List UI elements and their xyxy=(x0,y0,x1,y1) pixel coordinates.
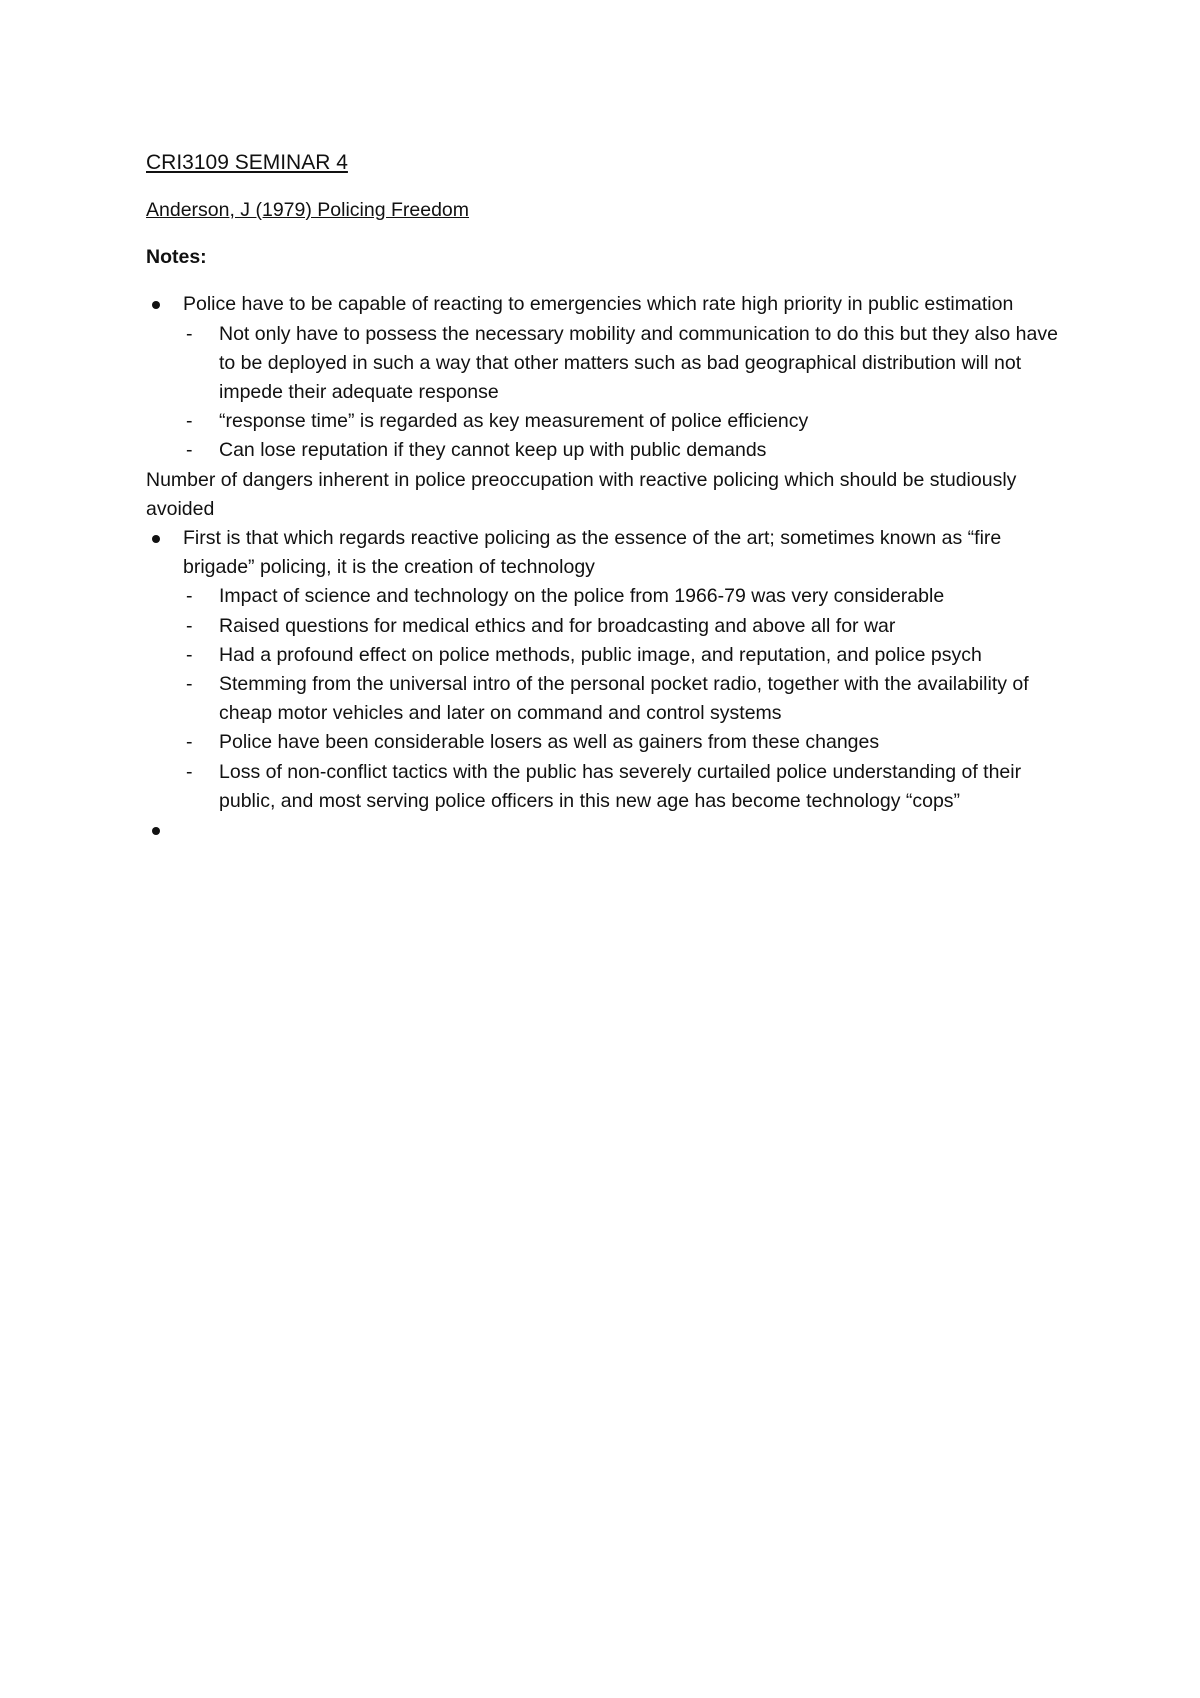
dash-marker: - xyxy=(186,643,193,666)
bullet-item xyxy=(146,524,1076,582)
bullet-dot-icon xyxy=(152,301,160,309)
dash-marker: - xyxy=(186,673,193,696)
sub-item-text: Can lose reputation if they cannot keep up with public demands xyxy=(219,439,767,462)
notes-label: Notes: xyxy=(146,246,207,269)
sub-item-text: Not only have to possess the necessary mobility and communication to do this but they also have to be deployed in such a way that other matters such as bad geographical distribution will not impede their adequate response xyxy=(219,322,1058,404)
sub-item xyxy=(146,582,1076,611)
sub-item xyxy=(146,407,1076,436)
bullet-text: Police have to be capable of reacting to emergencies which rate high priority in public estimation xyxy=(183,293,1014,316)
sub-item xyxy=(146,670,1076,728)
sub-item xyxy=(146,612,1076,641)
citation-heading: Anderson, J (1979) Policing Freedom xyxy=(146,199,469,221)
sub-item-text: Loss of non-conflict tactics with the public has severely curtailed police understanding of their public, and most serving police officers in this new age has become technology “cops” xyxy=(219,760,1022,812)
dash-marker: - xyxy=(186,439,193,462)
dash-marker: - xyxy=(186,760,193,783)
bullet-dot-icon xyxy=(152,827,160,835)
sub-item-text: Police have been considerable losers as well as gainers from these changes xyxy=(219,731,880,754)
document-body xyxy=(146,148,1076,845)
sub-item xyxy=(146,436,1076,465)
sub-item xyxy=(146,758,1076,816)
dash-marker: - xyxy=(186,614,193,637)
bullet-dot-icon xyxy=(152,535,160,543)
paragraph-text: Number of dangers inherent in police preoccupation with reactive policing which should be studiously avoided xyxy=(146,468,1017,520)
bullet-item xyxy=(146,290,1076,319)
sub-item xyxy=(146,641,1076,670)
dash-marker: - xyxy=(186,410,193,433)
sub-item-text: Impact of science and technology on the police from 1966-79 was very considerable xyxy=(219,585,945,608)
sub-item xyxy=(146,320,1076,408)
dash-marker: - xyxy=(186,585,193,608)
empty-bullet-item xyxy=(146,816,1076,845)
bullet-text: First is that which regards reactive policing as the essence of the art; sometimes known as “fire brigade” policing, it is the creation of technology xyxy=(183,527,1002,579)
dash-marker: - xyxy=(186,731,193,754)
sub-item-text: Stemming from the universal intro of the personal pocket radio, together with the availability of cheap motor vehicles and later on command and control systems xyxy=(219,673,1029,725)
sub-item-text: Raised questions for medical ethics and for broadcasting and above all for war xyxy=(219,614,896,637)
document-title: CRI3109 SEMINAR 4 xyxy=(146,151,348,174)
sub-item xyxy=(146,728,1076,757)
dash-marker: - xyxy=(186,322,193,345)
sub-item-text: “response time” is regarded as key measurement of police efficiency xyxy=(219,410,809,433)
sub-item-text: Had a profound effect on police methods, public image, and reputation, and police psych xyxy=(219,643,982,666)
